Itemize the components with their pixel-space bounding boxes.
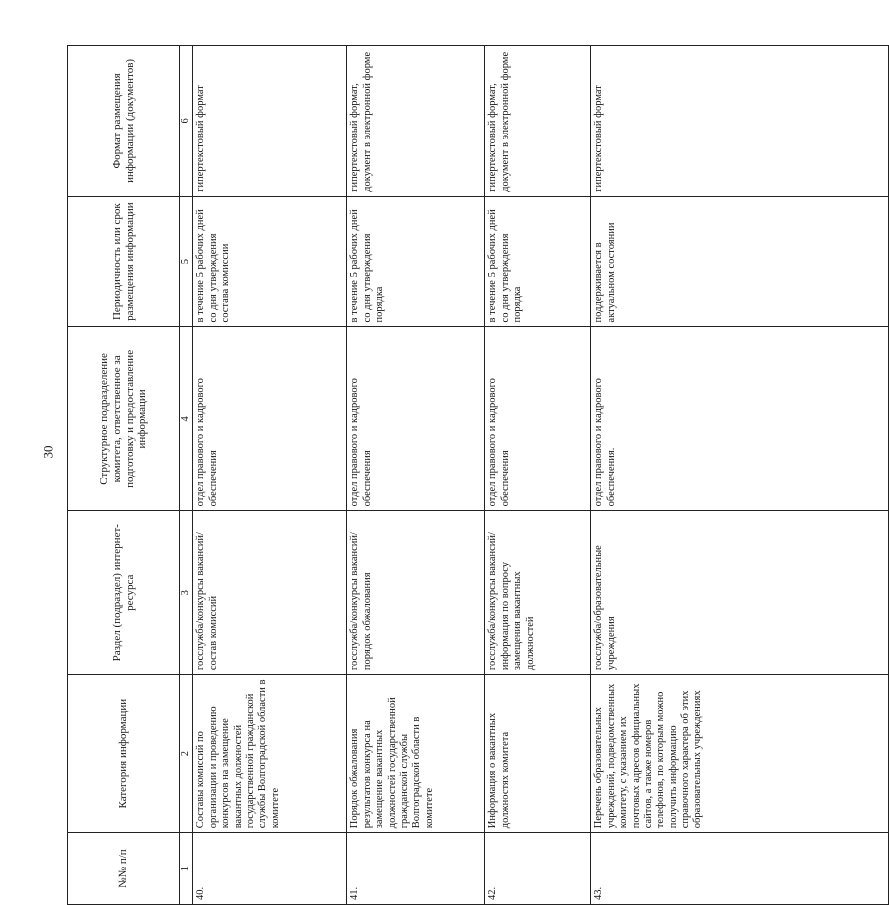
header-department: Структурное подразделение комитета, ответственное за подготовку и предоставление информации <box>68 327 180 511</box>
column-number: 5 <box>180 196 193 327</box>
header-format: Формат размещения информации (документов) <box>68 46 180 197</box>
row-number: 43. <box>591 833 889 905</box>
row-department: отдел правового и кадрового обеспечения <box>193 327 347 511</box>
row-period: в течение 5 рабочих дней со дня утверждения состава комиссии <box>193 196 347 327</box>
row-period: в течение 5 рабочих дней со дня утверждения порядка <box>485 196 591 327</box>
row-format: гипертекстовый формат, документ в электронной форме <box>347 46 485 197</box>
row-category: Информация о вакантных должностях комитета <box>485 675 591 833</box>
row-category: Перечень образовательных учреждений, подведомственных комитету, с указанием их почтовых адресов официальных сайтов, а также номеров телефонов, по которым можно получить информацию справочного характера об этих образовательных учреждениях <box>591 675 889 833</box>
row-section: госслужба/конкурсы вакансий/состав комиссий <box>193 511 347 675</box>
header-row <box>68 46 180 905</box>
rotated-table-area <box>67 45 704 905</box>
header-section: Раздел (подраздел) интернет-ресурса <box>68 511 180 675</box>
column-number: 1 <box>180 833 193 905</box>
column-number: 2 <box>180 675 193 833</box>
column-number-row <box>180 46 193 905</box>
header-period: Периодичность или срок размещения информации <box>68 196 180 327</box>
information-table <box>67 45 889 905</box>
row-number: 41. <box>347 833 485 905</box>
table-row <box>193 46 347 905</box>
row-section: госслужба/образовательные учреждения <box>591 511 889 675</box>
column-number: 4 <box>180 327 193 511</box>
row-format: гипертекстовый формат <box>591 46 889 197</box>
row-format: гипертекстовый формат <box>193 46 347 197</box>
header-number: №№ п/п <box>68 833 180 905</box>
row-category: Порядок обжалования результатов конкурса на замещение вакантных должностей государственной гражданской службы Волгоградской области в комитете <box>347 675 485 833</box>
row-period: поддерживается в актуальном состоянии <box>591 196 889 327</box>
page-number: 30 <box>40 445 56 459</box>
table-container <box>67 45 704 905</box>
row-department: отдел правового и кадрового обеспечения <box>347 327 485 511</box>
table-row <box>591 46 889 905</box>
row-department: отдел правового и кадрового обеспечения. <box>591 327 889 511</box>
table-row <box>347 46 485 905</box>
row-number: 42. <box>485 833 591 905</box>
row-period: в течение 5 рабочих дней со дня утверждения порядка <box>347 196 485 327</box>
row-section: госслужба/конкурсы вакансий/информация по вопросу замещения вакантных должностей <box>485 511 591 675</box>
row-category: Составы комиссий по организации и проведению конкурсов на замещение вакантных должностей государственной гражданской службы Волгоградской области в комитете <box>193 675 347 833</box>
row-section: госслужба/конкурсы вакансий/порядок обжалования <box>347 511 485 675</box>
column-number: 3 <box>180 511 193 675</box>
row-format: гипертекстовый формат, документ в электронной форме <box>485 46 591 197</box>
header-category: Категория информации <box>68 675 180 833</box>
table-row <box>485 46 591 905</box>
column-number: 6 <box>180 46 193 197</box>
row-number: 40. <box>193 833 347 905</box>
row-department: отдел правового и кадрового обеспечения <box>485 327 591 511</box>
